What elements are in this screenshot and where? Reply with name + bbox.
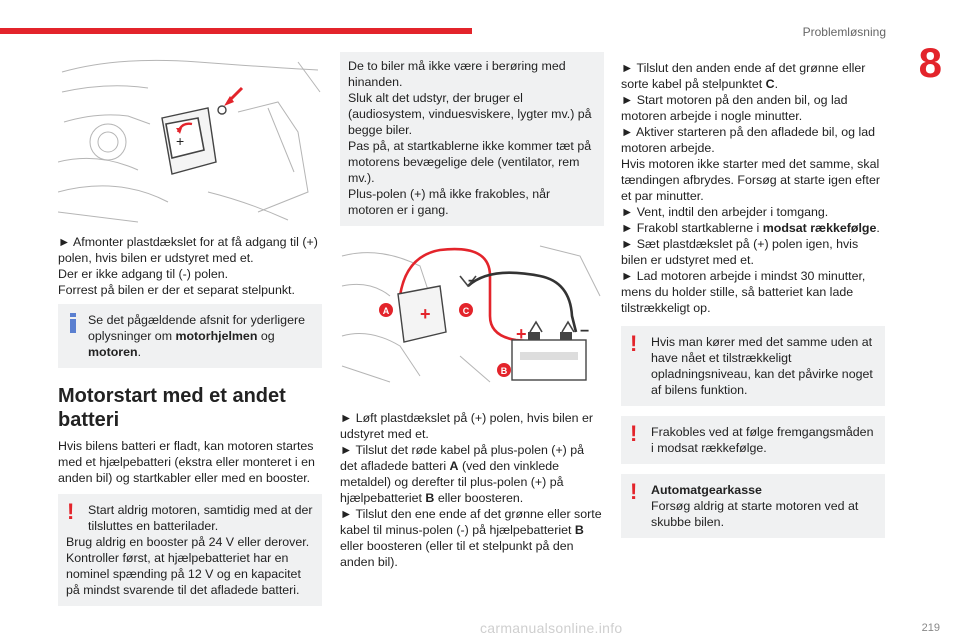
warning-text-3: Kontroller først, at hjælpebatteriet har en nominel spænding på 12 V og en kapacitet på mindst svarende til det afladede batteri.	[66, 551, 301, 597]
step-lift-cover: ► Løft plastdækslet på (+) polen, hvis bilen er udstyret med et.	[340, 411, 593, 441]
warning-icon: !	[630, 479, 638, 504]
warning-box-disconnect	[621, 416, 885, 464]
section-heading: Motorstart med et andet batteri	[58, 385, 286, 431]
battery-cover-figure	[58, 52, 322, 224]
label-c: C	[462, 306, 470, 316]
note-ground-point: Forrest på bilen er der et separat stelpunkt.	[58, 283, 295, 297]
warning-text-2: Brug aldrig en booster på 24 V eller derover.	[66, 535, 310, 549]
precaution-4: Plus-polen (+) må ikke frakobles, når motoren er i gang.	[348, 187, 551, 217]
header-accent-bar	[0, 28, 472, 34]
step-wait-idle: ► Vent, indtil den arbejder i tomgang.	[621, 205, 829, 219]
info-text: Se det pågældende afsnit for yderligere oplysninger om motorhjelmen og motoren.	[88, 313, 305, 359]
label-minus-c: −	[468, 273, 478, 290]
label-b: B	[500, 366, 508, 376]
step-refit-cover: ► Sæt plastdækslet på (+) polen igen, hvis bilen er udstyret med et.	[621, 237, 859, 267]
step-connect-ground: ► Tilslut den anden ende af det grønne eller sorte kabel på stelpunktet C.	[621, 61, 866, 91]
step-connect-red: ► Tilslut det røde kabel på plus-polen (+) på det afladede batteri A (ved den vinklede metaldel) og derefter til plus-polen (+) på hjælpebatteriet B eller boosteren.	[340, 443, 585, 505]
svg-text:+: +	[176, 133, 185, 149]
intro-paragraph: Hvis bilens batteri er fladt, kan motoren startes med et hjælpebatteri (ekstra eller monteret i en anden bil) og startkabler eller med en booster.	[58, 439, 315, 485]
step-activate-starter: ► Aktiver starteren på den afladede bil, og lad motoren arbejde.	[621, 125, 876, 155]
note-no-access-minus: Der er ikke adgang til (-) polen.	[58, 267, 229, 281]
note-retry: Hvis motoren ikke starter med det samme, skal tændingen afbrydes. Forsøg at starte igen efter et par minutter.	[621, 157, 880, 203]
warning-automatic-title: Automatgearkasse	[651, 483, 762, 497]
step-disconnect: ► Frakobl startkablerne i modsat rækkefølge.	[621, 221, 880, 235]
warning-icon: !	[67, 499, 75, 524]
page-number: 219	[921, 622, 940, 634]
precaution-3: Pas på, at startkablerne ikke kommer tæt på motorens bevægelige dele (ventilator, rem mv.).	[348, 139, 592, 185]
label-plus-b: +	[516, 324, 527, 344]
warning-box-charger	[58, 494, 322, 606]
label-minus-b: −	[580, 323, 590, 340]
step-run-engine: ► Lad motoren arbejde i mindst 30 minutter, mens du holder stille, så batteriet kan lade tilstrækkeligt op.	[621, 269, 866, 315]
label-plus-a: +	[420, 304, 431, 324]
warning-charge-level-text: Hvis man kører med det samme uden at have nået et tilstrækkeligt opladningsniveau, kan det påvirke noget af bilens funktion.	[651, 335, 873, 397]
precautions-box	[340, 52, 604, 226]
warning-box-automatic	[621, 474, 885, 538]
watermark: carmanualsonline.info	[480, 620, 623, 636]
precaution-2: Sluk alt det udstyr, der bruger el (audiosystem, vinduesviskere, lygter mv.) på begge biler.	[348, 91, 592, 137]
column-2	[340, 52, 604, 570]
step-connect-black: ► Tilslut den ene ende af det grønne eller sorte kabel til minus-polen (-) på hjælpebatteriet B eller boosteren (eller til et stelpunkt på den anden bil).	[340, 507, 602, 569]
jump-start-figure	[340, 236, 604, 384]
step-start-other-car: ► Start motoren på den anden bil, og lad motoren arbejde i nogle minutter.	[621, 93, 848, 123]
warning-box-charge-level	[621, 326, 885, 406]
precaution-1: De to biler må ikke være i berøring med hinanden.	[348, 59, 566, 89]
warning-disconnect-text: Frakobles ved at følge fremgangsmåden i modsat rækkefølge.	[651, 425, 874, 455]
info-box	[58, 304, 322, 368]
jump-start-illustration	[340, 236, 604, 384]
label-a: A	[382, 306, 390, 316]
instruction-remove-cover: ► Afmonter plastdækslet for at få adgang til (+) polen, hvis bilen er udstyret med et.	[58, 235, 318, 265]
warning-icon: !	[630, 331, 638, 356]
warning-text-1: Start aldrig motoren, samtidig med at der tilsluttes en batterilader.	[88, 503, 313, 533]
info-icon	[67, 313, 79, 331]
chapter-number: 8	[918, 39, 942, 86]
section-title: Problemløsning	[802, 25, 886, 39]
column-1	[58, 52, 322, 606]
column-3	[621, 60, 885, 538]
battery-cover-illustration	[58, 52, 322, 224]
warning-automatic-text: Forsøg aldrig at starte motoren ved at skubbe bilen.	[651, 499, 859, 529]
warning-icon: !	[630, 421, 638, 446]
